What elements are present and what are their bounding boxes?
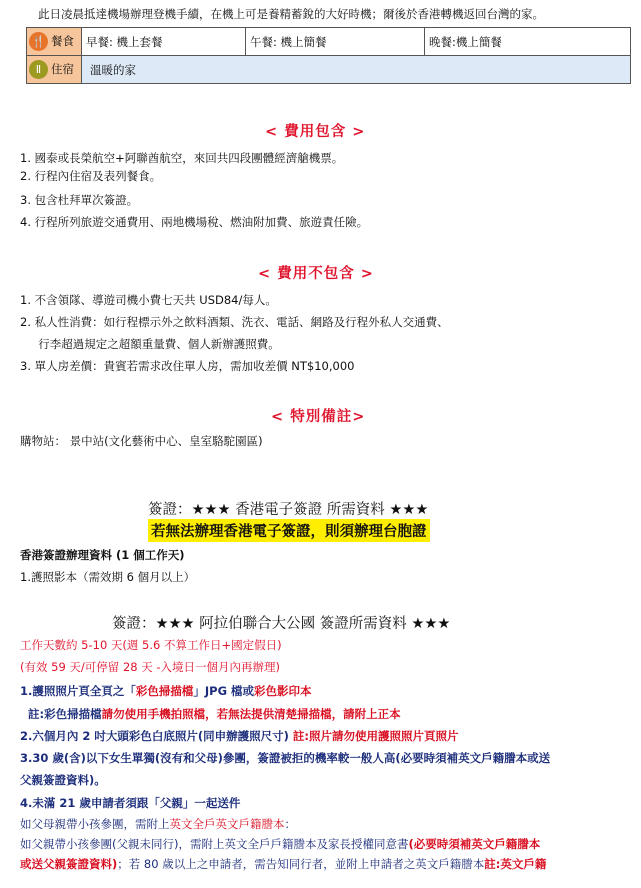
day-intro: 此日凌晨抵達機場辦理登機手續，在機上可是養精蓄銳的大好時機；爾後於香港轉機返回台灣的家。: [38, 7, 544, 21]
uae-req-4: 4.未滿 21 歲申請者須跟「父親」一起送件: [20, 796, 241, 810]
lodging-label-cell: [27, 56, 82, 84]
meal-lodging-table: [26, 27, 631, 84]
lodging-row: [27, 56, 631, 84]
excluded-item-3: 3. 單人房差價：貴賓若需求改住單人房，需加收差價 NT$10,000: [20, 359, 355, 373]
uae-req-3-cont: 父親簽證資料)。: [20, 773, 106, 787]
hk-visa-highlight: 若無法辦理香港電子簽證，則須辦理台胞證: [148, 519, 430, 542]
excluded-title: < 費用不包含 >: [258, 266, 374, 282]
special-title: < 特別備註>: [271, 409, 366, 425]
hk-visa-subtitle: 香港簽證辦理資料 (1 個工作天): [20, 548, 185, 562]
bed-icon: Ⅱ: [29, 60, 48, 79]
included-item-3: 3. 包含杜拜單次簽證。: [20, 193, 139, 207]
dinner-cell: 晚餐:機上簡餐: [425, 28, 631, 56]
uae-req-6: 如父親帶小孩參團(父親未同行)，需附上英文全戶戶籍謄本及家長授權同意書(必要時須補英文戶籍謄本: [20, 837, 541, 851]
lodging-value: 溫暖的家: [82, 56, 631, 84]
uae-visa-title: 簽證：★★★ 阿拉伯聯合大公國 簽證所需資料 ★★★: [112, 616, 451, 632]
lodging-label: 住宿: [51, 62, 74, 76]
uae-req-5: 如父母親帶小孩參團，需附上英文全戶英文戶籍謄本：: [20, 817, 296, 831]
meal-row: [27, 28, 631, 56]
uae-req-1-note: 註:彩色掃描檔請勿使用手機拍照檔，若無法提供清楚掃描檔，請附上正本: [20, 707, 401, 721]
excluded-item-1: 1. 不含領隊、導遊司機小費七天共 USD84/每人。: [20, 293, 277, 307]
hk-visa-title: 簽證：★★★ 香港電子簽證 所需資料 ★★★: [148, 502, 429, 518]
uae-validity: (有效 59 天/可停留 28 天 -入境日一個月內再辦理): [20, 660, 281, 674]
hk-visa-item-1: 1.護照影本（需效期 6 個月以上）: [20, 570, 196, 584]
included-title: < 費用包含 >: [265, 124, 366, 140]
uae-work-days: 工作天數約 5-10 天(週 5.6 不算工作日+國定假日): [20, 638, 282, 652]
breakfast-cell: 早餐: 機上套餐: [82, 28, 246, 56]
included-item-1: 1. 國泰或長榮航空+阿聯酋航空，來回共四段團體經濟艙機票。: [20, 151, 344, 165]
excluded-item-2: 2. 私人性消費：如行程標示外之飲料酒類、洗衣、電話、網路及行程外私人交通費、: [20, 315, 449, 329]
uae-req-6-cont: 或送父親簽證資料)；若 80 歲以上之申請者，需告知同行者，並附上申請者之英文戶籍謄本註:英文戶籍: [20, 857, 547, 871]
uae-req-3: 3.30 歲(含)以下女生單獨(沒有和父母)參團，簽證被拒的機率較一般人高(必要時須補英文戶籍謄本或送: [20, 751, 551, 765]
uae-req-1: 1.護照照片頁全頁之「彩色掃描檔」JPG 檔或彩色影印本: [20, 684, 312, 698]
meal-label: 餐食: [51, 34, 74, 48]
included-item-4: 4. 行程所列旅遊交通費用、兩地機場稅、燃油附加費、旅遊責任險。: [20, 215, 369, 229]
lunch-cell: 午餐: 機上簡餐: [246, 28, 425, 56]
uae-req-2: 2.六個月內 2 吋大頭彩色白底照片(同申辦護照尺寸) 註:照片請勿使用護照照片頁照片: [20, 729, 459, 743]
shopping-stops: 購物站： 景中站(文化藝術中心、皇室駱駝園區): [20, 434, 263, 448]
meal-label-cell: [27, 28, 82, 56]
fork-knife-icon: 🍴: [29, 32, 48, 51]
included-item-2: 2. 行程內住宿及表列餐食。: [20, 169, 162, 183]
excluded-item-2-cont: 行李超過規定之超額重量費、個人新辦護照費。: [20, 337, 280, 351]
